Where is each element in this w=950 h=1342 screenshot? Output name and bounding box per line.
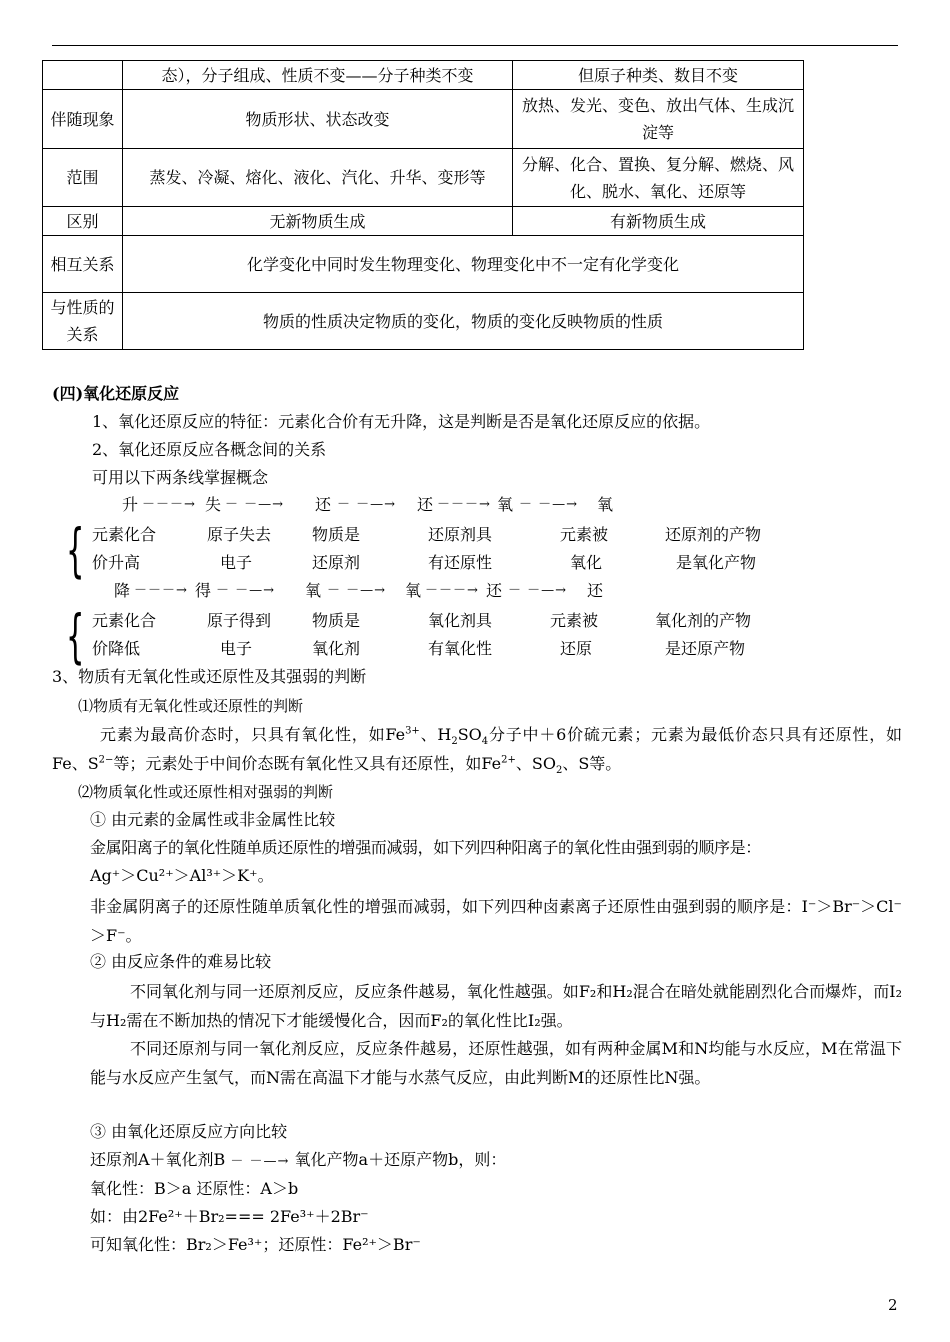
table-row [43, 149, 804, 207]
grid-cell: 元素被 [560, 525, 609, 544]
chemical-cell: 但原子种类、数目不变 [513, 61, 804, 90]
method-title: ③ 由氧化还原反应方向比较 [90, 1122, 288, 1141]
paragraph: 非金属阴离子的还原性随单质氧化性的增强而减弱，如下列四种卤素离子还原性由强到弱的顺序是：I⁻＞Br⁻＞Cl⁻＞F⁻。 [90, 897, 902, 945]
method-title: ① 由元素的金属性或非金属性比较 [90, 810, 336, 829]
chemical-cell: 放热、发光、变色、放出气体、生成沉淀等 [513, 90, 804, 149]
brace-icon: { [66, 516, 85, 584]
paragraph: 还原剂A＋氧化剂B － －—→ 氧化产物a＋还原产物b，则： [90, 1150, 507, 1169]
table-row [43, 90, 804, 149]
paragraph: 金属阳离子的氧化性随单质还原性的增强而减弱，如下列四种阳离子的氧化性由强到弱的顺序是： [90, 838, 761, 857]
grid-cell: 是还原产物 [665, 639, 746, 658]
paragraph: 可用以下两条线掌握概念 [92, 468, 269, 487]
merged-cell: 物质的性质决定物质的变化，物质的变化反映物质的性质 [123, 293, 804, 350]
arrow-icon: － －—→ [216, 583, 276, 598]
row-label [43, 61, 123, 90]
chain-node: 还 [417, 495, 434, 514]
chain-node: 失 [205, 495, 222, 514]
method-title: ② 由反应条件的难易比较 [90, 952, 272, 971]
arrow-icon: －－－→ [425, 583, 479, 598]
chain-node: 还 [486, 581, 503, 600]
chain-node: 降 [114, 581, 131, 600]
row-label: 区别 [43, 207, 123, 236]
arrow-icon: － －—→ [230, 1154, 290, 1169]
physical-cell: 蒸发、冷凝、熔化、液化、汽化、升华、变形等 [123, 149, 513, 207]
section-heading: (四)氧化还原反应 [52, 384, 180, 403]
physical-cell: 无新物质生成 [123, 207, 513, 236]
comparison-table [42, 60, 804, 350]
paragraph: 不同氧化剂与同一还原剂反应，反应条件越易，氧化性越强。如F₂和H₂混合在暗处就能剧烈化合而爆炸，而I₂与H₂需在不断加热的情况下才能缓慢化合，因而F₂的氧化性比I₂强。 [90, 982, 902, 1030]
physical-cell: 物质形状、状态改变 [123, 90, 513, 149]
paragraph: 如：由2Fe²⁺＋Br₂=== 2Fe³⁺＋2Br⁻ [90, 1207, 369, 1226]
paragraph: 氧化性：B＞a 还原性：A＞b [90, 1179, 299, 1198]
grid-cell: 元素化合 [92, 525, 157, 544]
chain-node: 还 [315, 495, 332, 514]
grid-cell: 氧化 [570, 553, 603, 572]
row-label: 与性质的关系 [43, 293, 123, 350]
grid-cell: 电子 [220, 639, 253, 658]
arrow-icon: －－－→ [142, 497, 196, 512]
page-number: 2 [888, 1296, 898, 1314]
subheading: ⑴物质有无氧化性或还原性的判断 [78, 697, 304, 715]
arrow-icon: － －—→ [508, 583, 568, 598]
row-label: 范围 [43, 149, 123, 207]
grid-cell: 电子 [220, 553, 253, 572]
paragraph: Ag⁺＞Cu²⁺＞Al³⁺＞K⁺。 [90, 866, 274, 885]
grid-cell: 有氧化性 [428, 639, 493, 658]
grid-cell: 价升高 [92, 553, 141, 572]
table-row [43, 207, 804, 236]
paragraph: 2、氧化还原反应各概念间的关系 [92, 440, 327, 459]
chain-node: 还 [587, 581, 604, 600]
grid-cell: 元素被 [550, 611, 599, 630]
arrow-icon: －－－→ [134, 583, 188, 598]
chain-node: 氧 [305, 581, 322, 600]
table-row [43, 293, 804, 350]
chain-node: 升 [122, 495, 139, 514]
grid-cell: 还原 [560, 639, 593, 658]
chain-node: 氧 [597, 495, 614, 514]
arrow-icon: － －—→ [519, 497, 579, 512]
paragraph: 不同还原剂与同一氧化剂反应，反应条件越易，还原性越强，如有两种金属M和N均能与水反应，M在常温下能与水反应产生氢气，而N需在高温下才能与水蒸气反应，由此判断M的还原性比N强。 [90, 1039, 902, 1087]
paragraph: 1、氧化还原反应的特征：元素化合价有无升降，这是判断是否是氧化还原反应的依据。 [92, 412, 711, 431]
header-rule [52, 45, 898, 46]
arrow-icon: － －—→ [337, 497, 397, 512]
chemical-cell: 分解、化合、置换、复分解、燃烧、风化、脱水、氧化、还原等 [513, 149, 804, 207]
grid-cell: 是氧化产物 [676, 553, 757, 572]
chain-node: 氧 [497, 495, 514, 514]
grid-cell: 价降低 [92, 639, 141, 658]
grid-cell: 还原剂具 [428, 525, 493, 544]
merged-cell: 化学变化中同时发生物理变化、物理变化中不一定有化学变化 [123, 236, 804, 293]
grid-cell: 还原剂 [312, 553, 361, 572]
table-row [43, 61, 804, 90]
arrow-icon: －－－→ [437, 497, 491, 512]
row-label: 伴随现象 [43, 90, 123, 149]
grid-cell: 物质是 [312, 525, 361, 544]
grid-cell: 原子得到 [207, 611, 272, 630]
grid-cell: 还原剂的产物 [665, 525, 762, 544]
paragraph: 元素为最高价态时，只具有氧化性，如$Fe^{3+}$、$H_2SO_4$分子中＋6价硫元素；元素为最低价态只具有还原性，如Fe、$S^{2-}$等；元素处于中间价态既有氧化性又具有还原性，如$Fe^{2+}$、$SO_2$、S等。 [52, 725, 902, 777]
grid-cell: 元素化合 [92, 611, 157, 630]
paragraph: 可知氧化性：Br₂＞Fe³⁺；还原性：Fe²⁺＞Br⁻ [90, 1235, 421, 1254]
part3-title: 3、物质有无氧化性或还原性及其强弱的判断 [52, 667, 367, 686]
arrow-icon: － －—→ [327, 583, 387, 598]
chemical-cell: 有新物质生成 [513, 207, 804, 236]
chain-node: 氧 [405, 581, 422, 600]
row-label: 相互关系 [43, 236, 123, 293]
grid-cell: 原子失去 [207, 525, 272, 544]
chain-node: 得 [195, 581, 212, 600]
table-row [43, 236, 804, 293]
grid-cell: 氧化剂 [312, 639, 361, 658]
grid-cell: 有还原性 [428, 553, 493, 572]
grid-cell: 物质是 [312, 611, 361, 630]
subheading: ⑵物质氧化性或还原性相对强弱的判断 [78, 783, 334, 801]
brace-icon: { [66, 602, 85, 670]
physical-cell: 态），分子组成、性质不变——分子种类不变 [123, 61, 513, 90]
arrow-icon: － －—→ [225, 497, 285, 512]
grid-cell: 氧化剂具 [428, 611, 493, 630]
grid-cell: 氧化剂的产物 [655, 611, 752, 630]
